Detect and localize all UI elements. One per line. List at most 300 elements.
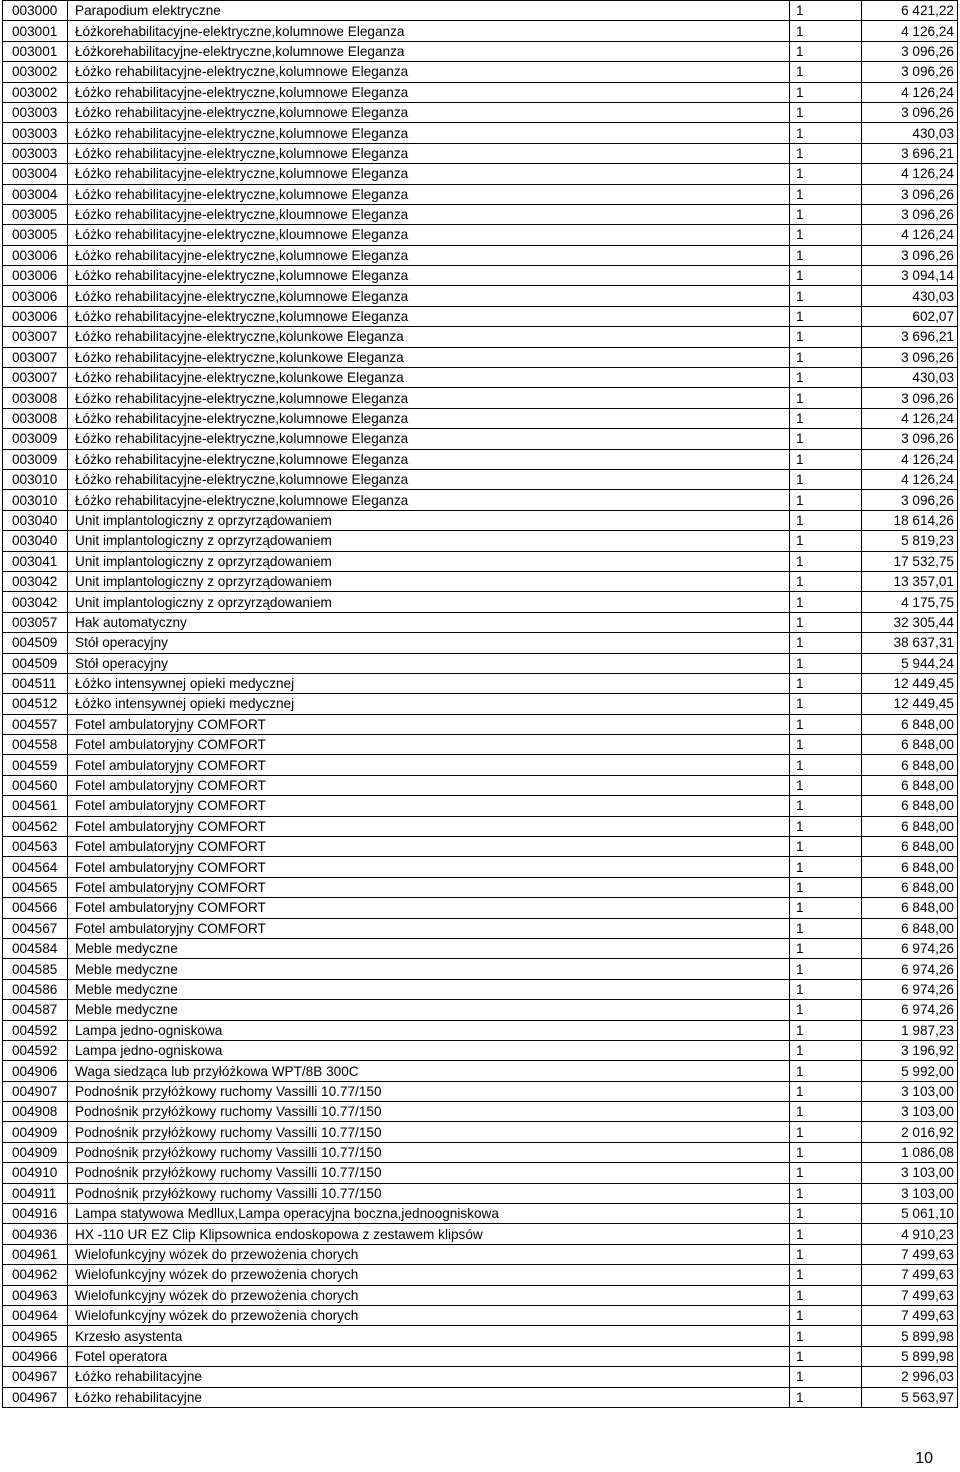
table-row <box>3 266 958 286</box>
item-code-cell: 003006 <box>3 245 68 265</box>
item-name-cell: Wielofunkcyjny wózek do przewożenia chorych <box>68 1285 790 1305</box>
item-name-cell: Hak automatyczny <box>68 612 790 632</box>
table-row <box>3 469 958 489</box>
item-quantity-cell: 1 <box>790 612 862 632</box>
table-row <box>3 592 958 612</box>
item-quantity-cell: 1 <box>790 673 862 693</box>
item-quantity-cell: 1 <box>790 490 862 510</box>
table-row <box>3 979 958 999</box>
item-name-cell: Łóżko rehabilitacyjne-elektryczne,kolunkowe Eleganza <box>68 327 790 347</box>
table-row <box>3 143 958 163</box>
item-quantity-cell: 1 <box>790 1122 862 1142</box>
table-row <box>3 82 958 102</box>
table-row <box>3 633 958 653</box>
item-value-cell: 4 126,24 <box>862 164 958 184</box>
item-name-cell: Stół operacyjny <box>68 633 790 653</box>
item-name-cell: Unit implantologiczny z oprzyrządowaniem <box>68 510 790 530</box>
table-row <box>3 510 958 530</box>
table-row <box>3 1163 958 1183</box>
item-quantity-cell: 1 <box>790 775 862 795</box>
item-code-cell: 003041 <box>3 551 68 571</box>
item-code-cell: 003042 <box>3 571 68 591</box>
item-name-cell: Łóżko rehabilitacyjne-elektryczne,kolumnowe Eleganza <box>68 286 790 306</box>
item-quantity-cell: 1 <box>790 510 862 530</box>
table-row <box>3 347 958 367</box>
table-row <box>3 62 958 82</box>
item-quantity-cell: 1 <box>790 469 862 489</box>
item-code-cell: 003010 <box>3 490 68 510</box>
item-code-cell: 003006 <box>3 306 68 326</box>
item-name-cell: Łóżko rehabilitacyjne-elektryczne,kloumnowe Eleganza <box>68 204 790 224</box>
item-value-cell: 3 096,26 <box>862 245 958 265</box>
item-name-cell: Łóżko rehabilitacyjne <box>68 1367 790 1387</box>
item-code-cell: 004936 <box>3 1224 68 1244</box>
item-value-cell: 4 175,75 <box>862 592 958 612</box>
table-row <box>3 368 958 388</box>
table-row <box>3 898 958 918</box>
table-row <box>3 1081 958 1101</box>
item-quantity-cell: 1 <box>790 979 862 999</box>
item-name-cell: Krzesło asystenta <box>68 1326 790 1346</box>
item-name-cell: Łóżko rehabilitacyjne-elektryczne,kolumnowe Eleganza <box>68 388 790 408</box>
item-value-cell: 6 848,00 <box>862 898 958 918</box>
item-quantity-cell: 1 <box>790 592 862 612</box>
table-row <box>3 388 958 408</box>
table-row <box>3 857 958 877</box>
item-value-cell: 6 848,00 <box>862 816 958 836</box>
item-quantity-cell: 1 <box>790 266 862 286</box>
table-row <box>3 959 958 979</box>
item-value-cell: 430,03 <box>862 368 958 388</box>
item-value-cell: 3 096,26 <box>862 41 958 61</box>
item-code-cell: 004961 <box>3 1244 68 1264</box>
table-row <box>3 1306 958 1326</box>
item-code-cell: 004562 <box>3 816 68 836</box>
page-number: 10 <box>915 1450 933 1467</box>
item-name-cell: Łóżko rehabilitacyjne-elektryczne,kolumnowe Eleganza <box>68 102 790 122</box>
item-value-cell: 3 696,21 <box>862 327 958 347</box>
table-row <box>3 551 958 571</box>
item-quantity-cell: 1 <box>790 123 862 143</box>
table-row <box>3 755 958 775</box>
item-code-cell: 004563 <box>3 837 68 857</box>
item-code-cell: 004559 <box>3 755 68 775</box>
item-value-cell: 3 096,26 <box>862 429 958 449</box>
item-name-cell: Fotel operatora <box>68 1346 790 1366</box>
item-quantity-cell: 1 <box>790 938 862 958</box>
table-row <box>3 102 958 122</box>
item-code-cell: 003003 <box>3 143 68 163</box>
inventory-table-body <box>3 1 958 1408</box>
item-code-cell: 004561 <box>3 796 68 816</box>
item-quantity-cell: 1 <box>790 449 862 469</box>
item-name-cell: Podnośnik przyłóżkowy ruchomy Vassilli 10.77/150 <box>68 1102 790 1122</box>
item-code-cell: 004963 <box>3 1285 68 1305</box>
item-value-cell: 6 848,00 <box>862 837 958 857</box>
item-name-cell: Fotel ambulatoryjny COMFORT <box>68 735 790 755</box>
item-code-cell: 003008 <box>3 388 68 408</box>
item-name-cell: Wielofunkcyjny wózek do przewożenia chorych <box>68 1244 790 1264</box>
item-quantity-cell: 1 <box>790 633 862 653</box>
table-row <box>3 918 958 938</box>
item-value-cell: 6 974,26 <box>862 938 958 958</box>
item-code-cell: 004908 <box>3 1102 68 1122</box>
inventory-table <box>2 0 958 1408</box>
item-quantity-cell: 1 <box>790 245 862 265</box>
table-row <box>3 1122 958 1142</box>
item-value-cell: 6 974,26 <box>862 1000 958 1020</box>
item-value-cell: 5 992,00 <box>862 1061 958 1081</box>
item-code-cell: 004967 <box>3 1367 68 1387</box>
table-row <box>3 1183 958 1203</box>
item-code-cell: 004587 <box>3 1000 68 1020</box>
item-name-cell: Fotel ambulatoryjny COMFORT <box>68 796 790 816</box>
item-name-cell: Fotel ambulatoryjny COMFORT <box>68 918 790 938</box>
table-row <box>3 306 958 326</box>
table-row <box>3 1367 958 1387</box>
item-name-cell: Lampa jedno-ogniskowa <box>68 1040 790 1060</box>
table-row <box>3 21 958 41</box>
item-value-cell: 3 096,26 <box>862 62 958 82</box>
item-code-cell: 004909 <box>3 1122 68 1142</box>
item-quantity-cell: 1 <box>790 368 862 388</box>
item-value-cell: 3 096,26 <box>862 102 958 122</box>
item-value-cell: 3 096,26 <box>862 184 958 204</box>
item-code-cell: 004916 <box>3 1204 68 1224</box>
item-code-cell: 004567 <box>3 918 68 938</box>
table-row <box>3 245 958 265</box>
item-value-cell: 3 096,26 <box>862 490 958 510</box>
item-code-cell: 004966 <box>3 1346 68 1366</box>
item-code-cell: 003040 <box>3 510 68 530</box>
item-quantity-cell: 1 <box>790 1000 862 1020</box>
item-name-cell: Łóżko rehabilitacyjne-elektryczne,kolunkowe Eleganza <box>68 347 790 367</box>
item-quantity-cell: 1 <box>790 1346 862 1366</box>
table-row <box>3 1020 958 1040</box>
item-value-cell: 3 696,21 <box>862 143 958 163</box>
item-value-cell: 3 103,00 <box>862 1183 958 1203</box>
item-name-cell: Łóżko rehabilitacyjne-elektryczne,kolumnowe Eleganza <box>68 62 790 82</box>
item-quantity-cell: 1 <box>790 898 862 918</box>
item-name-cell: Fotel ambulatoryjny COMFORT <box>68 877 790 897</box>
item-value-cell: 3 103,00 <box>862 1081 958 1101</box>
table-row <box>3 225 958 245</box>
table-row <box>3 816 958 836</box>
item-quantity-cell: 1 <box>790 164 862 184</box>
item-value-cell: 38 637,31 <box>862 633 958 653</box>
item-code-cell: 003005 <box>3 225 68 245</box>
item-value-cell: 3 096,26 <box>862 388 958 408</box>
item-code-cell: 004585 <box>3 959 68 979</box>
item-value-cell: 4 126,24 <box>862 82 958 102</box>
item-value-cell: 2 016,92 <box>862 1122 958 1142</box>
item-name-cell: Łóżkorehabilitacyjne-elektryczne,kolumnowe Eleganza <box>68 41 790 61</box>
item-name-cell: Łóżko rehabilitacyjne-elektryczne,kolumnowe Eleganza <box>68 490 790 510</box>
item-value-cell: 12 449,45 <box>862 694 958 714</box>
table-row <box>3 877 958 897</box>
item-name-cell: Łóżko rehabilitacyjne-elektryczne,kolumnowe Eleganza <box>68 266 790 286</box>
table-row <box>3 41 958 61</box>
table-row <box>3 408 958 428</box>
item-value-cell: 7 499,63 <box>862 1306 958 1326</box>
table-row <box>3 735 958 755</box>
item-name-cell: Łóżko rehabilitacyjne-elektryczne,kolumnowe Eleganza <box>68 306 790 326</box>
item-value-cell: 6 848,00 <box>862 735 958 755</box>
item-name-cell: Łóżko rehabilitacyjne-elektryczne,kolumnowe Eleganza <box>68 123 790 143</box>
item-code-cell: 003001 <box>3 41 68 61</box>
item-code-cell: 003009 <box>3 449 68 469</box>
item-name-cell: Meble medyczne <box>68 1000 790 1020</box>
item-code-cell: 004967 <box>3 1387 68 1407</box>
item-value-cell: 7 499,63 <box>862 1244 958 1264</box>
item-quantity-cell: 1 <box>790 735 862 755</box>
table-row <box>3 123 958 143</box>
item-value-cell: 4 126,24 <box>862 408 958 428</box>
item-quantity-cell: 1 <box>790 204 862 224</box>
item-name-cell: Łóżko rehabilitacyjne-elektryczne,kolumnowe Eleganza <box>68 164 790 184</box>
table-row <box>3 1265 958 1285</box>
item-name-cell: Podnośnik przyłóżkowy ruchomy Vassilli 10.77/150 <box>68 1142 790 1162</box>
item-name-cell: Łóżko rehabilitacyjne-elektryczne,kolumnowe Eleganza <box>68 408 790 428</box>
item-code-cell: 003004 <box>3 164 68 184</box>
item-quantity-cell: 1 <box>790 62 862 82</box>
item-name-cell: Fotel ambulatoryjny COMFORT <box>68 816 790 836</box>
item-name-cell: Unit implantologiczny z oprzyrządowaniem <box>68 592 790 612</box>
table-row <box>3 612 958 632</box>
item-code-cell: 004558 <box>3 735 68 755</box>
table-row <box>3 184 958 204</box>
item-quantity-cell: 1 <box>790 837 862 857</box>
item-quantity-cell: 1 <box>790 1387 862 1407</box>
item-name-cell: Podnośnik przyłóżkowy ruchomy Vassilli 10.77/150 <box>68 1122 790 1142</box>
table-row <box>3 449 958 469</box>
item-quantity-cell: 1 <box>790 82 862 102</box>
item-quantity-cell: 1 <box>790 1142 862 1162</box>
item-code-cell: 004566 <box>3 898 68 918</box>
item-value-cell: 3 094,14 <box>862 266 958 286</box>
table-row <box>3 1224 958 1244</box>
item-code-cell: 003009 <box>3 429 68 449</box>
item-code-cell: 003040 <box>3 531 68 551</box>
item-quantity-cell: 1 <box>790 755 862 775</box>
item-name-cell: Parapodium elektryczne <box>68 1 790 21</box>
item-name-cell: Meble medyczne <box>68 938 790 958</box>
item-value-cell: 3 096,26 <box>862 347 958 367</box>
item-value-cell: 1 086,08 <box>862 1142 958 1162</box>
item-value-cell: 2 996,03 <box>862 1367 958 1387</box>
item-code-cell: 003007 <box>3 347 68 367</box>
item-code-cell: 003005 <box>3 204 68 224</box>
item-value-cell: 430,03 <box>862 123 958 143</box>
item-name-cell: Unit implantologiczny z oprzyrządowaniem <box>68 531 790 551</box>
item-code-cell: 003006 <box>3 286 68 306</box>
table-row <box>3 531 958 551</box>
item-name-cell: Łóżko rehabilitacyjne-elektryczne,kloumnowe Eleganza <box>68 225 790 245</box>
item-value-cell: 12 449,45 <box>862 673 958 693</box>
item-value-cell: 7 499,63 <box>862 1265 958 1285</box>
item-name-cell: Unit implantologiczny z oprzyrządowaniem <box>68 551 790 571</box>
item-code-cell: 003042 <box>3 592 68 612</box>
item-code-cell: 003004 <box>3 184 68 204</box>
item-code-cell: 004560 <box>3 775 68 795</box>
item-value-cell: 18 614,26 <box>862 510 958 530</box>
item-name-cell: Łóżko rehabilitacyjne-elektryczne,kolumnowe Eleganza <box>68 245 790 265</box>
item-value-cell: 5 899,98 <box>862 1326 958 1346</box>
item-quantity-cell: 1 <box>790 1285 862 1305</box>
item-name-cell: Łóżko rehabilitacyjne-elektryczne,kolumnowe Eleganza <box>68 184 790 204</box>
table-row <box>3 1061 958 1081</box>
item-code-cell: 003002 <box>3 62 68 82</box>
table-row <box>3 1387 958 1407</box>
item-code-cell: 004509 <box>3 633 68 653</box>
item-code-cell: 003006 <box>3 266 68 286</box>
item-code-cell: 004557 <box>3 714 68 734</box>
item-name-cell: Fotel ambulatoryjny COMFORT <box>68 898 790 918</box>
item-quantity-cell: 1 <box>790 1326 862 1346</box>
table-row <box>3 1102 958 1122</box>
item-name-cell: Stół operacyjny <box>68 653 790 673</box>
item-value-cell: 6 848,00 <box>862 714 958 734</box>
item-value-cell: 6 848,00 <box>862 877 958 897</box>
item-quantity-cell: 1 <box>790 102 862 122</box>
item-quantity-cell: 1 <box>790 1204 862 1224</box>
item-quantity-cell: 1 <box>790 877 862 897</box>
table-row <box>3 673 958 693</box>
item-code-cell: 003008 <box>3 408 68 428</box>
item-code-cell: 004512 <box>3 694 68 714</box>
item-code-cell: 004586 <box>3 979 68 999</box>
item-name-cell: Meble medyczne <box>68 959 790 979</box>
item-quantity-cell: 1 <box>790 429 862 449</box>
item-value-cell: 4 910,23 <box>862 1224 958 1244</box>
item-name-cell: HX -110 UR EZ Clip Klipsownica endoskopowa z zestawem klipsów <box>68 1224 790 1244</box>
item-quantity-cell: 1 <box>790 1306 862 1326</box>
item-quantity-cell: 1 <box>790 184 862 204</box>
item-name-cell: Fotel ambulatoryjny COMFORT <box>68 857 790 877</box>
table-row <box>3 1040 958 1060</box>
item-code-cell: 004907 <box>3 1081 68 1101</box>
item-name-cell: Łóżko rehabilitacyjne-elektryczne,kolumnowe Eleganza <box>68 143 790 163</box>
item-value-cell: 3 096,26 <box>862 204 958 224</box>
table-row <box>3 837 958 857</box>
item-code-cell: 004911 <box>3 1183 68 1203</box>
item-code-cell: 004592 <box>3 1020 68 1040</box>
table-row <box>3 653 958 673</box>
table-row <box>3 1326 958 1346</box>
item-name-cell: Podnośnik przyłóżkowy ruchomy Vassilli 10.77/150 <box>68 1163 790 1183</box>
item-quantity-cell: 1 <box>790 714 862 734</box>
item-code-cell: 004906 <box>3 1061 68 1081</box>
item-value-cell: 3 103,00 <box>862 1102 958 1122</box>
item-quantity-cell: 1 <box>790 408 862 428</box>
item-name-cell: Fotel ambulatoryjny COMFORT <box>68 755 790 775</box>
item-name-cell: Lampa statywowa Medllux,Lampa operacyjna boczna,jednoogniskowa <box>68 1204 790 1224</box>
item-value-cell: 4 126,24 <box>862 21 958 41</box>
item-value-cell: 6 974,26 <box>862 979 958 999</box>
item-name-cell: Podnośnik przyłóżkowy ruchomy Vassilli 10.77/150 <box>68 1183 790 1203</box>
item-quantity-cell: 1 <box>790 1224 862 1244</box>
item-value-cell: 6 974,26 <box>862 959 958 979</box>
item-value-cell: 5 899,98 <box>862 1346 958 1366</box>
item-code-cell: 004965 <box>3 1326 68 1346</box>
table-row <box>3 164 958 184</box>
item-name-cell: Łóżko intensywnej opieki medycznej <box>68 673 790 693</box>
item-value-cell: 6 848,00 <box>862 775 958 795</box>
item-quantity-cell: 1 <box>790 1183 862 1203</box>
item-name-cell: Łóżkorehabilitacyjne-elektryczne,kolumnowe Eleganza <box>68 21 790 41</box>
item-quantity-cell: 1 <box>790 41 862 61</box>
item-quantity-cell: 1 <box>790 959 862 979</box>
item-quantity-cell: 1 <box>790 347 862 367</box>
item-value-cell: 3 196,92 <box>862 1040 958 1060</box>
table-row <box>3 796 958 816</box>
item-code-cell: 004964 <box>3 1306 68 1326</box>
item-quantity-cell: 1 <box>790 1081 862 1101</box>
item-quantity-cell: 1 <box>790 551 862 571</box>
item-quantity-cell: 1 <box>790 1265 862 1285</box>
item-code-cell: 004511 <box>3 673 68 693</box>
table-row <box>3 1346 958 1366</box>
table-row <box>3 1142 958 1162</box>
item-code-cell: 003007 <box>3 368 68 388</box>
item-name-cell: Unit implantologiczny z oprzyrządowaniem <box>68 571 790 591</box>
table-row <box>3 714 958 734</box>
item-code-cell: 003001 <box>3 21 68 41</box>
item-name-cell: Waga siedząca lub przyłóżkowa WPT/8B 300C <box>68 1061 790 1081</box>
table-row <box>3 204 958 224</box>
item-quantity-cell: 1 <box>790 1 862 21</box>
item-name-cell: Fotel ambulatoryjny COMFORT <box>68 775 790 795</box>
item-name-cell: Meble medyczne <box>68 979 790 999</box>
item-name-cell: Wielofunkcyjny wózek do przewożenia chorych <box>68 1265 790 1285</box>
item-quantity-cell: 1 <box>790 653 862 673</box>
item-quantity-cell: 1 <box>790 694 862 714</box>
item-value-cell: 7 499,63 <box>862 1285 958 1305</box>
item-quantity-cell: 1 <box>790 1102 862 1122</box>
item-value-cell: 5 563,97 <box>862 1387 958 1407</box>
table-row <box>3 1 958 21</box>
item-name-cell: Łóżko rehabilitacyjne-elektryczne,kolumnowe Eleganza <box>68 429 790 449</box>
item-code-cell: 004909 <box>3 1142 68 1162</box>
table-row <box>3 490 958 510</box>
item-quantity-cell: 1 <box>790 816 862 836</box>
table-row <box>3 1285 958 1305</box>
item-value-cell: 5 944,24 <box>862 653 958 673</box>
table-row <box>3 571 958 591</box>
item-name-cell: Łóżko rehabilitacyjne <box>68 1387 790 1407</box>
item-quantity-cell: 1 <box>790 857 862 877</box>
item-value-cell: 6 848,00 <box>862 918 958 938</box>
item-code-cell: 004509 <box>3 653 68 673</box>
table-row <box>3 694 958 714</box>
item-quantity-cell: 1 <box>790 918 862 938</box>
item-quantity-cell: 1 <box>790 571 862 591</box>
item-code-cell: 003010 <box>3 469 68 489</box>
item-code-cell: 003002 <box>3 82 68 102</box>
item-code-cell: 004564 <box>3 857 68 877</box>
item-value-cell: 17 532,75 <box>862 551 958 571</box>
item-quantity-cell: 1 <box>790 388 862 408</box>
item-code-cell: 004910 <box>3 1163 68 1183</box>
item-name-cell: Podnośnik przyłóżkowy ruchomy Vassilli 10.77/150 <box>68 1081 790 1101</box>
item-name-cell: Lampa jedno-ogniskowa <box>68 1020 790 1040</box>
item-name-cell: Łóżko rehabilitacyjne-elektryczne,kolunkowe Eleganza <box>68 368 790 388</box>
item-code-cell: 004592 <box>3 1040 68 1060</box>
table-row <box>3 775 958 795</box>
item-value-cell: 5 819,23 <box>862 531 958 551</box>
item-value-cell: 6 848,00 <box>862 796 958 816</box>
table-row <box>3 429 958 449</box>
